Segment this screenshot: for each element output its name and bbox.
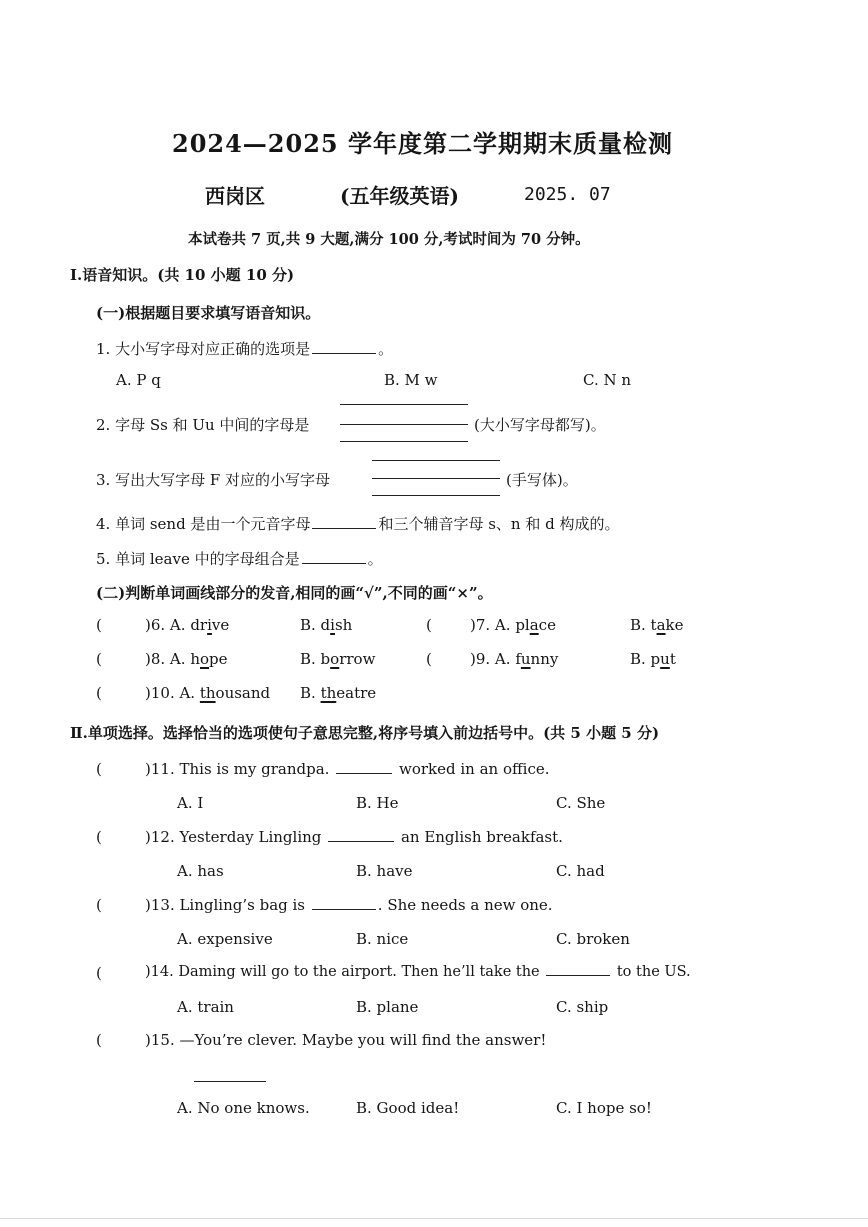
- answer-paren[interactable]: (: [96, 964, 102, 982]
- answer-paren[interactable]: (: [426, 650, 432, 668]
- q1-option-a: A. P q: [116, 371, 161, 389]
- answer-paren[interactable]: (: [96, 828, 102, 846]
- subject-label: (五年级英语): [340, 184, 459, 208]
- handwriting-line: [340, 404, 468, 405]
- q15-option-c: C. I hope so!: [556, 1099, 652, 1117]
- question-14: )14. Daming will go to the airport. Then he’ll take the to the US.: [145, 964, 691, 980]
- handwriting-line: [372, 460, 500, 461]
- answer-paren[interactable]: (: [96, 1031, 102, 1049]
- q11-option-c: C. She: [556, 794, 606, 812]
- question-3-end: (手写体)。: [506, 471, 578, 489]
- answer-blank: [546, 975, 610, 976]
- handwriting-line[interactable]: [372, 495, 500, 496]
- question-4-text: 4. 单词 send 是由一个元音字母: [96, 515, 311, 533]
- section2-heading: Ⅱ.单项选择。选择恰当的选项使句子意思完整,将序号填入前边括号中。(共 5 小题 5 分): [70, 724, 660, 742]
- section1-heading: Ⅰ.语音知识。(共 10 小题 10 分): [70, 266, 295, 284]
- question-8-word-a: )8. A. hope: [145, 650, 228, 668]
- question-1-end: 。: [378, 340, 394, 358]
- part2-heading: (二)判断单词画线部分的发音,相同的画“√”,不同的画“×”。: [96, 584, 493, 602]
- answer-blank[interactable]: [302, 563, 366, 564]
- question-7-word-b: B. take: [630, 616, 684, 634]
- q12-option-c: C. had: [556, 862, 605, 880]
- handwriting-line: [372, 478, 500, 479]
- question-9-word-a: )9. A. funny: [470, 650, 559, 668]
- part1-heading: (一)根据题目要求填写语音知识。: [96, 304, 321, 322]
- q14-option-b: B. plane: [356, 998, 419, 1016]
- question-8-word-b: B. borrow: [300, 650, 376, 668]
- answer-paren[interactable]: (: [426, 616, 432, 634]
- question-3-text: 3. 写出大写字母 F 对应的小写字母: [96, 471, 331, 489]
- q12-option-a: A. has: [177, 862, 224, 880]
- q15-option-a: A. No one knows.: [177, 1099, 310, 1117]
- question-10-word-b: B. theatre: [300, 684, 377, 702]
- answer-blank: [328, 841, 394, 842]
- question-2-text: 2. 字母 Ss 和 Uu 中间的字母是: [96, 416, 310, 434]
- answer-paren[interactable]: (: [96, 616, 102, 634]
- q11-option-a: A. I: [177, 794, 204, 812]
- page-divider: [0, 1218, 868, 1219]
- handwriting-line[interactable]: [340, 441, 468, 442]
- answer-blank: [336, 773, 392, 774]
- q13-option-a: A. expensive: [177, 930, 273, 948]
- question-1: [96, 338, 393, 359]
- answer-paren[interactable]: (: [96, 684, 102, 702]
- q1-option-b: B. M w: [384, 371, 438, 389]
- q12-option-b: B. have: [356, 862, 413, 880]
- question-12: )12. Yesterday Lingling an English breakfast.: [145, 828, 563, 846]
- question-7-word-a: )7. A. place: [470, 616, 556, 634]
- district-label: 西岗区: [205, 184, 265, 208]
- q1-option-c: C. N n: [583, 371, 632, 389]
- q15-option-b: B. Good idea!: [356, 1099, 460, 1117]
- answer-paren[interactable]: (: [96, 896, 102, 914]
- q14-option-c: C. ship: [556, 998, 609, 1016]
- answer-paren[interactable]: (: [96, 760, 102, 778]
- question-4-end: 和三个辅音字母 s、n 和 d 构成的。: [378, 515, 620, 533]
- handwriting-line: [340, 424, 468, 425]
- exam-date: 2025. 07: [524, 184, 611, 205]
- question-5-end: 。: [367, 550, 383, 568]
- question-2-end: (大小写字母都写)。: [474, 416, 606, 434]
- answer-blank: [312, 909, 376, 910]
- question-15: )15. —You’re clever. Maybe you will find the answer!: [145, 1031, 547, 1049]
- question-9-word-b: B. put: [630, 650, 676, 668]
- exam-note: 本试卷共 7 页,共 9 大题,满分 100 分,考试时间为 70 分钟。: [188, 231, 590, 248]
- reply-blank: [194, 1081, 266, 1082]
- question-4: [96, 513, 620, 534]
- question-5-text: 5. 单词 leave 中的字母组合是: [96, 550, 300, 568]
- answer-blank[interactable]: [312, 353, 376, 354]
- q13-option-c: C. broken: [556, 930, 630, 948]
- question-6-word-a: )6. A. drive: [145, 616, 230, 634]
- question-13: )13. Lingling’s bag is . She needs a new one.: [145, 896, 553, 914]
- answer-paren[interactable]: (: [96, 650, 102, 668]
- question-11: )11. This is my grandpa. worked in an office.: [145, 760, 550, 778]
- answer-blank[interactable]: [312, 528, 376, 529]
- question-10-word-a: )10. A. thousand: [145, 684, 271, 702]
- exam-title: 2024—2025 学年度第二学期期末质量检测: [172, 129, 673, 158]
- question-1-text: 1. 大小写字母对应正确的选项是: [96, 340, 311, 358]
- q13-option-b: B. nice: [356, 930, 409, 948]
- question-5: [96, 548, 383, 569]
- question-6-word-b: B. dish: [300, 616, 353, 634]
- q14-option-a: A. train: [177, 998, 234, 1016]
- q11-option-b: B. He: [356, 794, 399, 812]
